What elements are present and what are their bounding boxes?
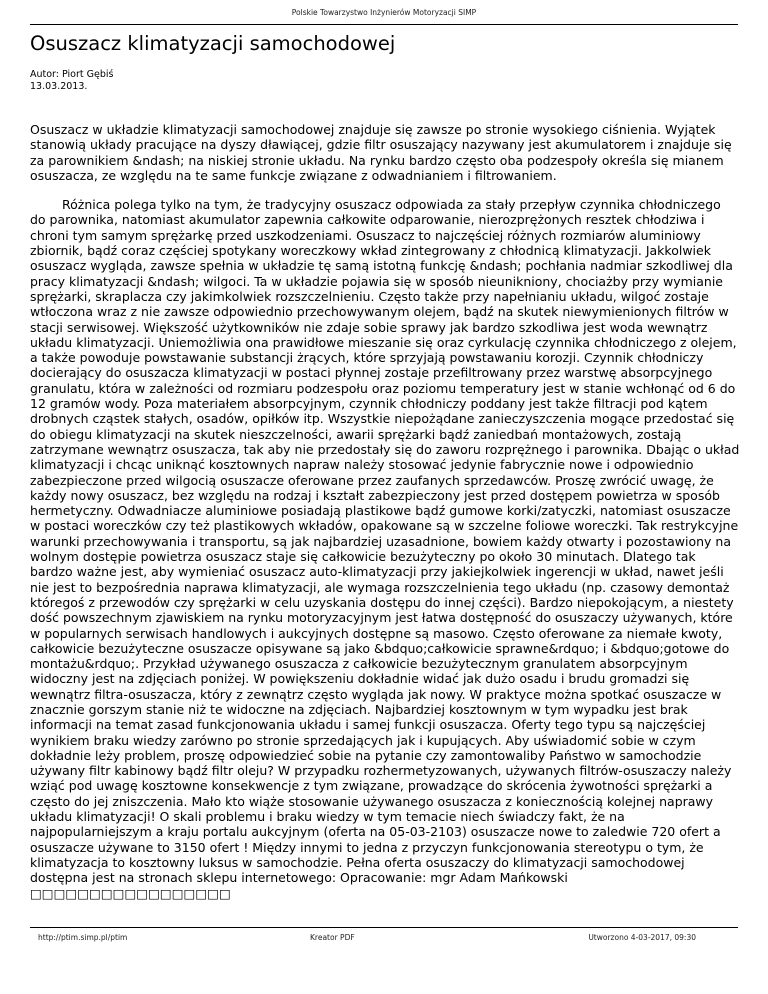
date-line: 13.03.2013. [30, 81, 88, 92]
article-body [30, 122, 740, 915]
header-divider [30, 24, 738, 25]
footer-generator: Kreator PDF [310, 933, 355, 942]
footer-divider [30, 927, 738, 928]
page-header: Polskie Towarzystwo Inżynierów Motoryzacji SIMP [291, 8, 477, 17]
article-title: Osuszacz klimatyzacji samochodowej [30, 32, 396, 55]
paragraph-main: Różnica polega tylko na tym, że tradycyjny osuszacz odpowiada za stały przepływ czynnika chłodniczego do parownika, natomiast akumulator zapewnia całkowite odparowanie, nierozprężonych resztek chłodziwa i chroni tym samym sprężarkę przed uszkodzeniami. Osuszacz to najczęściej różnych rozmiarów aluminiowy zbiornik, bądź coraz częściej spotykany woreczkowy wkład zintegrowany z chłodnicą klimatyzacji. Jakkolwiek osuszacz wygląda, zawsze spełnia w układzie tę samą istotną funkcję &ndash; pochłania nadmiar szkodliwej dla pracy klimatyzacji &ndash; wilgoci. Ta w układzie pojawia się w sposób nieunikniony, chociażby przy wymianie sprężarki, skraplacza czy jakimkolwiek rozszczelnieniu. Często także przy napełnianiu układu, wilgoć zostaje wtłoczona wraz z nie zawsze odpowiednio przechowywanym olejem, bądź na skutek niewymienionych filtrów w stacji serwisowej. Większość użytkowników nie zdaje sobie sprawy jak bardzo szkodliwa jest woda wewnątrz układu klimatyzacji. Uniemożliwia ona prawidłowe mieszanie się oraz cyrkulację czynnika chłodniczego z olejem, a także powoduje powstawanie substancji żrących, które sprzyjają powstawaniu korozji. Czynnik chłodniczy docierający do osuszacza klimatyzacji w postaci płynnej zostaje przefiltrowany przez warstwę absorpcyjnego granulatu, która w zależności od rozmiaru podzespołu oraz poziomu temperatury jest w stanie wchłonąć od 6 do 12 gramów wody. Poza materiałem absorpcyjnym, czynnik chłodniczy poddany jest także filtracji pod kątem drobnych cząstek stałych, osadów, opiłków itp. Wszystkie niepożądane zanieczyszczenia mogące przedostać się do obiegu klimatyzacji na skutek nieszczelności, awarii sprężarki bądź zaniedbań montażowych, zostają zatrzymane wewnątrz osuszacza, tak aby nie przedostały się do zaworu rozprężnego i parownika. Dbając o układ klimatyzacji i chcąc uniknąć kosztownych napraw należy stosować jedynie fabrycznie nowe i odpowiednio zabezpieczone przed wilgocią osuszacze oferowane przez zaufanych sprzedawców. Proszę zwrócić uwagę, że każdy nowy osuszacz, bez względu na rodzaj i kształt zabezpieczony jest przed dostępem powietrza w sposób hermetyczny. Odwadniacze aluminiowe posiadają plastikowe bądź gumowe korki/zatyczki, natomiast osuszacze w postaci woreczków czy też plastikowych wkładów, opakowane są w szczelne foliowe woreczki. Tak restrykcyjne warunki przechowywania i transportu, są jak najbardziej uzasadnione, bowiem każdy otwarty i pozostawiony na wolnym dostępie powietrza osuszacz staje się całkowicie bezużyteczny po około 30 minutach. Dlatego tak bardzo ważne jest, aby wymieniać osuszacz auto-klimatyzacji przy jakiejkolwiek ingerencji w układ, nawet jeśli nie jest to bezpośrednia naprawa klimatyzacji, ale wymaga rozszczelnienia tego układu (np. czasowy demontaż któregoś z przewodów czy sprężarki w celu uzyskania dostępu do innej części). Bardzo niepokojącym, a niestety dość powszechnym zjawiskiem na rynku motoryzacyjnym jest łatwa dostępność do osuszaczy używanych, które w popularnych serwisach handlowych i aukcyjnych dostępne są masowo. Często oferowane za niemałe kwoty, całkowicie bezużyteczne osuszacze opisywane są jako &bdquo;całkowicie sprawne&rdquo; i &bdquo;gotowe do montażu&rdquo;. Przykład używanego osuszacza z całkowicie bezużytecznym granulatem absorpcyjnym widoczny jest na zdjęciach poniżej. W powiększeniu dokładnie widać jak dużo osadu i brudu gromadzi się wewnątrz filtra-osuszacza, który z zewnątrz często wygląda jak nowy. W praktyce można spotkać osuszacze w znacznie gorszym stanie niż te widoczne na zdjęciach. Najbardziej kosztownym w tym wypadku jest brak informacji na temat zasad funkcjonowania układu i samej funkcji osuszacza. Oferty tego typu są najczęściej wynikiem braku wiedzy zarówno po stronie sprzedających jak i kupujących. Aby uświadomić sobie w czym dokładnie leży problem, proszę odpowiedzieć sobie na pytanie czy zamontowaliby Państwo w samochodzie używany filtr kabinowy bądź filtr oleju? W przypadku rozhermetyzowanych, używanych filtrów-osuszaczy należy wziąć pod uwagę kosztowne konsekwencje z tym związane, prowadzące do skrócenia żywotności sprężarki a często do jej zniszczenia. Mało kto wiąże stosowanie używanego osuszacza z koniecznością kolejnej naprawy układu klimatyzacji! O skali problemu i braku wiedzy w tym temacie niech świadczy fakt, że na najpopularniejszym a kraju portalu aukcyjnym (oferta na 05-03-2103) osuszacze nowe to zaledwie 720 ofert a osuszacze używane to 3150 ofert ! Między innymi to jedna z przyczyn funkcjonowania stereotypu o tym, że klimatyzacja to kosztowny luksus w samochodzie. Pełna oferta osuszaczy do klimatyzacji samochodowej dostępna jest na stronach sklepu internetowego: Opracowanie: mgr Adam Mańkowski □□□□□□□□□□□□□□□□□ [30, 197, 740, 901]
footer-created: Utworzono 4-03-2017, 09:30 [588, 933, 696, 942]
author-line: Autor: Piort Gębiś [30, 69, 114, 80]
article-meta [30, 69, 113, 93]
paragraph-intro: Osuszacz w układzie klimatyzacji samochodowej znajduje się zawsze po stronie wysokiego ciśnienia. Wyjątek stanowią układy pracujące na dyszy dławiącej, gdzie filtr osuszający nazywany jest akumulatorem i znajduje się za parownikiem &ndash; na niskiej stronie układu. Na rynku bardzo często oba podzespoły określa się mianem osuszacza, ze względu na te same funkcje związane z odwadnianiem i filtrowaniem. [30, 122, 732, 183]
footer-url: http://ptim.simp.pl/ptim [38, 933, 128, 942]
